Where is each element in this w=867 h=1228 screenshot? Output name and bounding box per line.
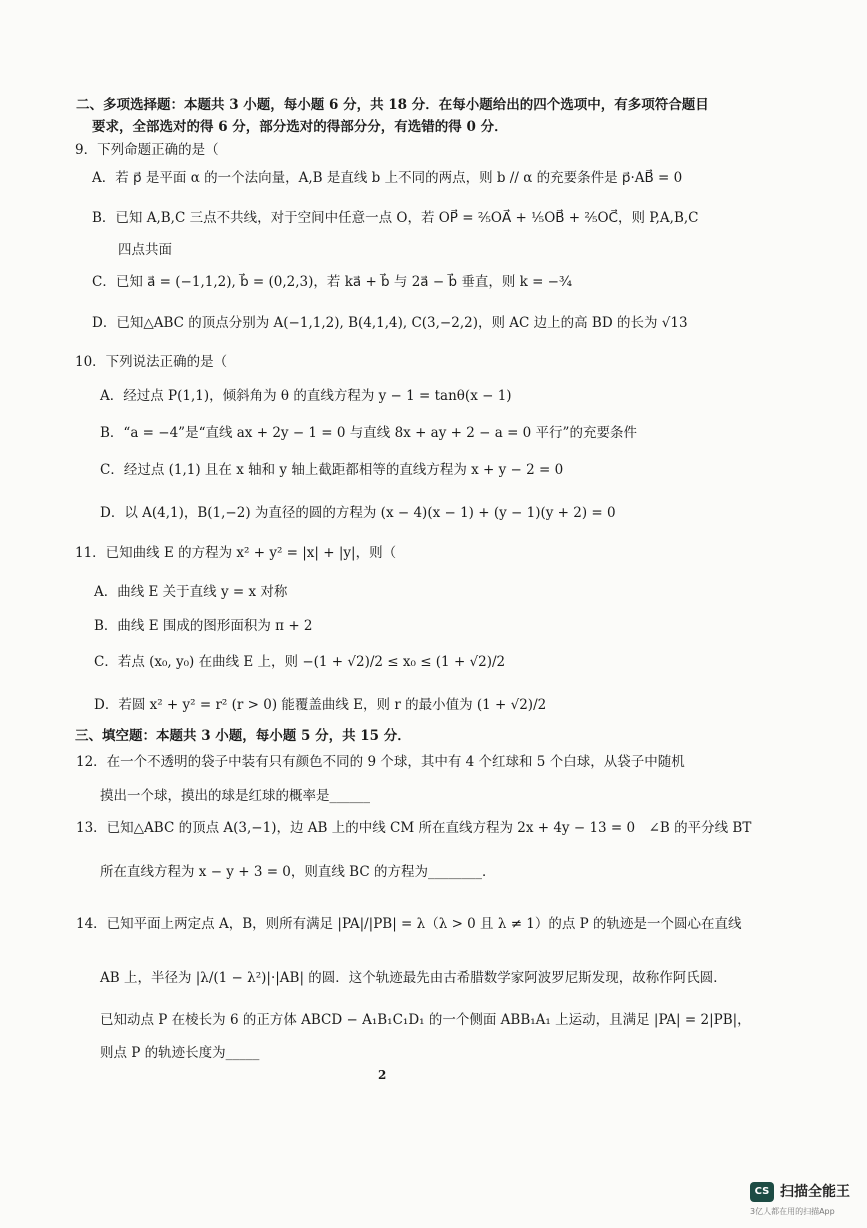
q9-option-c: C．已知 a⃗ = (−1,1,2), b⃗ = (0,2,3)，若 ka⃗ + b⃗ 与 2a⃗ − b⃗ 垂直，则 k = −³⁄₄ bbox=[92, 274, 573, 290]
page-number: 2 bbox=[378, 1068, 387, 1082]
q11-stem: 11．已知曲线 E 的方程为 x² + y² = |x| + |y|，则（ bbox=[75, 545, 397, 561]
q11-option-c: C．若点 (x₀, y₀) 在曲线 E 上，则 −(1 + √2)/2 ≤ x₀ ≤ (1 + √2)/2 bbox=[94, 654, 506, 670]
q14-line3: 已知动点 P 在棱长为 6 的正方体 ABCD − A₁B₁C₁D₁ 的一个侧面 ABB₁A₁ 上运动，且满足 |PA| = 2|PB|， bbox=[100, 1012, 751, 1028]
scanner-tagline: 3亿人都在用的扫描App bbox=[750, 1207, 835, 1216]
q14-line2: AB 上，半径为 |λ/(1 − λ²)|·|AB| 的圆．这个轨迹最先由古希腊数学家阿波罗尼斯发现，故称作阿氏圆． bbox=[100, 970, 727, 986]
q13-line1: 13．已知△ABC 的顶点 A(3,−1)，边 AB 上的中线 CM 所在直线方程为 2x + 4y − 13 = 0 ∠B 的平分线 BT bbox=[76, 820, 752, 836]
q14-line1: 14．已知平面上两定点 A，B，则所有满足 |PA|/|PB| = λ（λ > 0 且 λ ≠ 1）的点 P 的轨迹是一个圆心在直线 bbox=[76, 916, 742, 932]
q13-line2: 所在直线方程为 x − y + 3 = 0，则直线 BC 的方程为________． bbox=[100, 864, 496, 880]
section3-heading: 三、填空题：本题共 3 小题，每小题 5 分，共 15 分． bbox=[75, 728, 411, 744]
scanner-logo-icon: CS bbox=[750, 1182, 774, 1202]
scanner-name: 扫描全能王 bbox=[780, 1184, 850, 1200]
q10-option-a: A．经过点 P(1,1)，倾斜角为 θ 的直线方程为 y − 1 = tanθ(x − 1) bbox=[100, 388, 512, 404]
q9-option-d: D．已知△ABC 的顶点分别为 A(−1,1,2), B(4,1,4), C(3,−2,2)，则 AC 边上的高 BD 的长为 √13 bbox=[92, 315, 688, 331]
q10-option-c: C．经过点 (1,1) 且在 x 轴和 y 轴上截距都相等的直线方程为 x + y − 2 = 0 bbox=[100, 462, 564, 478]
q9-option-b-cont: 四点共面 bbox=[118, 242, 172, 258]
scanner-watermark bbox=[750, 1180, 860, 1224]
q11-option-d: D．若圆 x² + y² = r² (r > 0) 能覆盖曲线 E，则 r 的最小值为 (1 + √2)/2 bbox=[94, 697, 547, 713]
section2-heading-cont: 要求，全部选对的得 6 分，部分选对的得部分分，有选错的得 0 分． bbox=[92, 119, 508, 135]
section2-heading: 二、多项选择题：本题共 3 小题，每小题 6 分，共 18 分．在每小题给出的四个选项中，有多项符合题目 bbox=[76, 97, 709, 113]
q9-stem: 9．下列命题正确的是（ bbox=[75, 142, 219, 158]
q14-line4: 则点 P 的轨迹长度为_____ bbox=[100, 1045, 260, 1061]
q9-option-b: B．已知 A,B,C 三点不共线，对于空间中任意一点 O，若 OP⃗ = ²⁄₅OA⃗ + ¹⁄₅OB⃗ + ²⁄₅OC⃗，则 P,A,B,C bbox=[92, 210, 699, 226]
q10-option-b: B．“a = −4”是“直线 ax + 2y − 1 = 0 与直线 8x + ay + 2 − a = 0 平行”的充要条件 bbox=[100, 425, 637, 441]
q12-line1: 12．在一个不透明的袋子中装有只有颜色不同的 9 个球，其中有 4 个红球和 5 个白球，从袋子中随机 bbox=[76, 754, 685, 770]
q10-stem: 10．下列说法正确的是（ bbox=[75, 354, 228, 370]
q10-option-d: D．以 A(4,1)，B(1,−2) 为直径的圆的方程为 (x − 4)(x − 1) + (y − 1)(y + 2) = 0 bbox=[100, 505, 616, 521]
q11-option-b: B．曲线 E 围成的图形面积为 π + 2 bbox=[94, 618, 313, 634]
q11-option-a: A．曲线 E 关于直线 y = x 对称 bbox=[94, 584, 288, 600]
q9-option-a: A．若 p⃗ 是平面 α 的一个法向量，A,B 是直线 b 上不同的两点，则 b // α 的充要条件是 p⃗·AB⃗ = 0 bbox=[92, 170, 683, 186]
q12-line2: 摸出一个球，摸出的球是红球的概率是______ bbox=[100, 788, 370, 804]
